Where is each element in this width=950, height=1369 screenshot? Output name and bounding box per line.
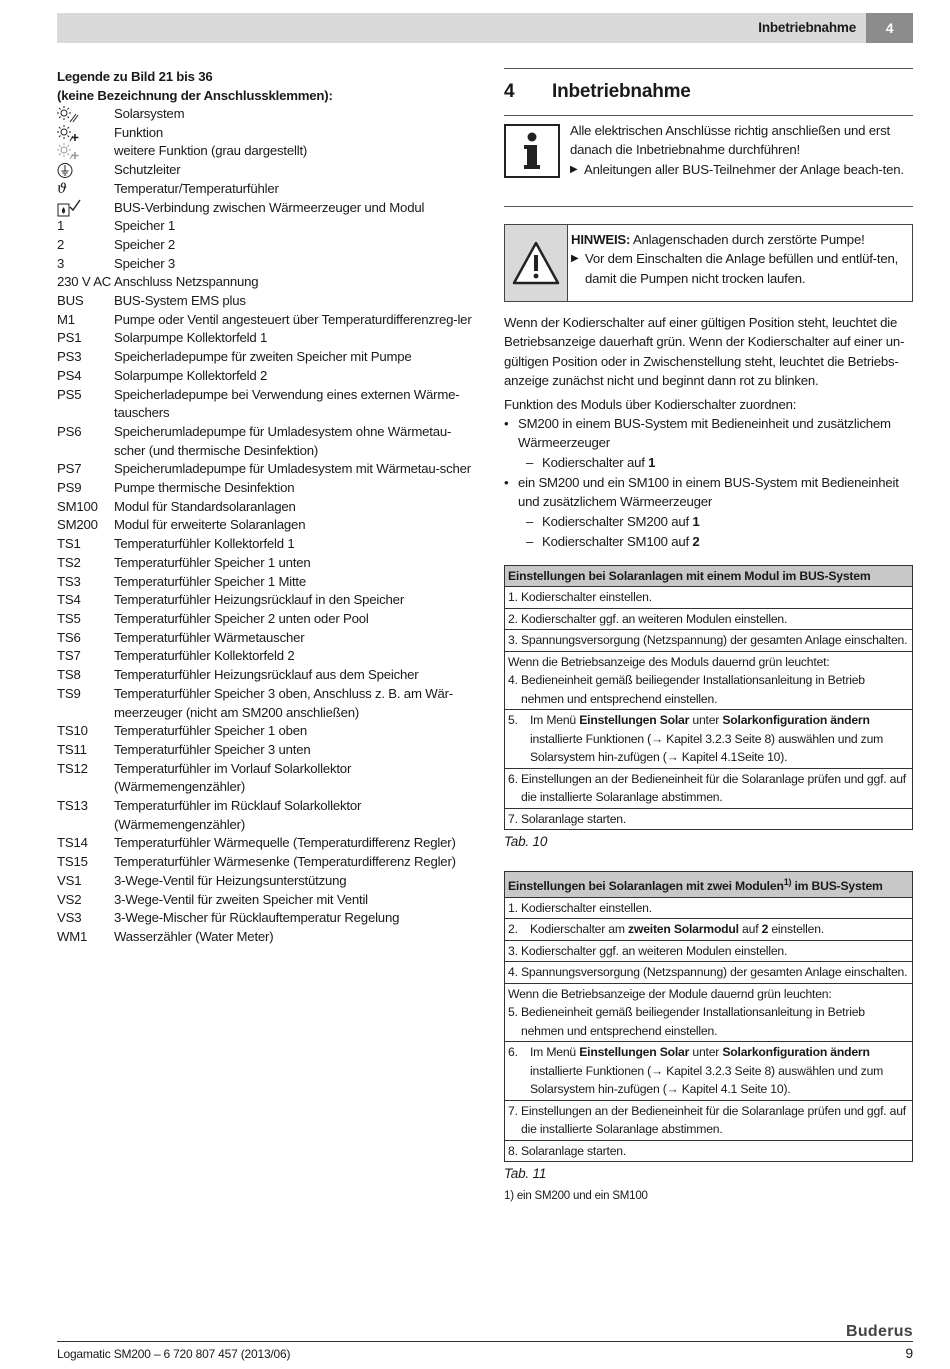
legend-row	[57, 329, 472, 348]
legend-term: PS4	[57, 367, 82, 383]
legend-term: TS3	[57, 573, 81, 589]
legend-row	[57, 797, 472, 834]
legend-term: PS9	[57, 480, 82, 496]
legend-row	[57, 554, 472, 573]
legend-row	[57, 610, 472, 629]
legend-term: SM200	[57, 517, 98, 533]
legend-row	[57, 647, 472, 666]
legend-description: Temperaturfühler Heizungsrücklauf aus dem Speicher	[114, 667, 419, 683]
legend-icon-row: Solarsystem	[57, 105, 472, 124]
legend-icon-row: Funktion	[57, 124, 472, 143]
legend-row	[57, 255, 472, 274]
list-item: – Kodierschalter SM200 auf 1	[526, 513, 700, 529]
legend-term: TS8	[57, 667, 81, 683]
legend-description: Speicher 3	[114, 255, 176, 271]
legend-description: Speicherumladepumpe für Umladesystem ohne Wärmetau-scher (und thermische Desinfektion)	[114, 423, 452, 458]
paragraph-assign-function: Funktion des Moduls über Kodierschalter zuordnen:	[504, 396, 797, 412]
legend-row	[57, 217, 472, 236]
table-header: Einstellungen bei Solaranlagen mit zwei Modulen$^{1)}$ im BUS-System	[505, 872, 913, 898]
legend-description: Pumpe thermische Desinfektion	[114, 480, 295, 496]
legend-icon-row: weitere Funktion (grau dargestellt)	[57, 142, 472, 161]
legend-term: TS10	[57, 723, 88, 739]
legend-description: 3-Wege-Mischer für Rücklauftemperatur Regelung	[114, 910, 400, 926]
legend-description: BUS-System EMS plus	[114, 293, 246, 309]
legend-term: TS7	[57, 648, 81, 664]
legend-row	[57, 685, 472, 722]
legend-description: Solarpumpe Kollektorfeld 2	[114, 367, 268, 383]
section-number: 4	[504, 81, 515, 102]
table-header: Einstellungen bei Solaranlagen mit einem Modul im BUS-System	[505, 565, 913, 587]
footnote: 1) ein SM200 und ein SM100	[504, 1190, 648, 1203]
legend-description: Temperaturfühler Heizungsrücklauf in den Speicher	[114, 592, 405, 608]
legend-term: TS2	[57, 554, 81, 570]
legend-description: Wasserzähler (Water Meter)	[114, 928, 274, 944]
legend-description: Temperaturfühler Kollektorfeld 1	[114, 536, 295, 552]
table-row	[505, 565, 913, 587]
legend-description: Temperaturfühler Wärmequelle (Temperaturdifferenz Regler)	[114, 835, 456, 851]
legend-row	[57, 573, 472, 592]
table-row	[505, 872, 913, 898]
legend-description: Pumpe oder Ventil angesteuert über Temperaturdifferenzreg-ler	[114, 311, 472, 327]
legend-row	[57, 760, 472, 797]
legend-description: Temperaturfühler im Vorlauf Solarkollektor (Wärmemengenzähler)	[114, 760, 352, 795]
main-content	[504, 68, 913, 1202]
legend-description: Speicherladepumpe für zweiten Speicher mit Pumpe	[114, 349, 412, 365]
legend-term: 230 V AC	[57, 274, 112, 290]
legend-row	[57, 386, 472, 423]
legend-term: VS1	[57, 872, 82, 888]
legend-row	[57, 460, 472, 479]
legend-description: Temperaturfühler Speicher 1 Mitte	[114, 573, 307, 589]
table-row: Wenn die Betriebsanzeige der Module dauernd grün leuchten: 5. Bedieneinheit gemäß beiliegender Installationsanleitung in Betrieb nehmen und entsprechend einstellen.	[505, 983, 913, 1042]
legend-term: TS5	[57, 610, 81, 626]
list-item: – Kodierschalter auf 1	[526, 454, 656, 470]
legend-row	[57, 423, 472, 460]
legend-description: Temperaturfühler Speicher 2 unten oder Pool	[114, 610, 369, 626]
legend-row	[57, 273, 472, 292]
legend-row	[57, 891, 472, 910]
legend-description: Speicherumladepumpe für Umladesystem mit Wärmetau-scher	[114, 461, 471, 477]
table-row: 6. Im Menü Einstellungen Solar unter Solarkonfiguration ändern installierte Funktionen (→ Kapitel 3.2.3 Seite 8) auswählen und zum Solarsystem hin-zufügen (→ Kapitel 4.1 Seite 10).	[505, 1042, 913, 1101]
legend-icon-row: BUS-Verbindung zwischen Wärmeerzeuger und Modul	[57, 199, 472, 218]
info-instruction: Anleitungen aller BUS-Teilnehmer der Anlage beach-ten.	[584, 161, 904, 177]
legend-term: VS3	[57, 910, 82, 926]
legend-row	[57, 591, 472, 610]
legend-term: M1	[57, 311, 75, 327]
document-id: Logamatic SM200 – 6 720 807 457 (2013/06)	[57, 1347, 291, 1361]
legend-term: PS3	[57, 349, 82, 365]
legend-term: TS1	[57, 536, 81, 552]
legend-term: VS2	[57, 891, 82, 907]
legend-description: Temperaturfühler Wärmesenke (Temperaturdifferenz Regler)	[114, 854, 456, 870]
legend-term: 2	[57, 236, 65, 252]
section-heading	[504, 69, 913, 115]
legend-term: TS6	[57, 629, 81, 645]
warning-instruction: Vor dem Einschalten die Anlage befüllen und entlüf-ten, damit die Pumpen nicht trocken laufen.	[585, 251, 899, 286]
legend-description: 3-Wege-Ventil für zweiten Speicher mit Ventil	[114, 891, 368, 907]
paragraph-status-led: Wenn der Kodierschalter auf einer gültigen Position steht, leuchtet die Betriebsanzeige dauerhaft grün. Wenn der Kodierschalter auf einer un-gültigen Position oder in Zwischenstellung steht, leuchtet die Betriebs-anzeige zunächst nicht und beginnt dann rot zu blinken.	[504, 315, 905, 389]
table-10	[504, 565, 913, 831]
list-item: • ein SM200 und ein SM100 in einem BUS-System mit Bedieneinheit und zusätzlichem Wärmeerzeuger	[504, 474, 899, 510]
warning-icon	[505, 225, 568, 301]
legend-row	[57, 928, 472, 947]
legend-description: Temperaturfühler Speicher 3 unten	[114, 741, 311, 757]
table-row: 5. Im Menü Einstellungen Solar unter Solarkonfiguration ändern installierte Funktionen (→ Kapitel 3.2.3 Seite 8) auswählen und zum Solarsystem hin-zufügen (→ Kapitel 4.1Seite 10).	[505, 710, 913, 769]
legend-row	[57, 479, 472, 498]
legend-term: TS9	[57, 685, 81, 701]
temperature-icon: ϑ	[57, 180, 67, 197]
table-row: 4. Spannungsversorgung (Netzspannung) der gesamten Anlage einschalten.	[505, 962, 913, 984]
legend-row	[57, 348, 472, 367]
legend-icon-row: Schutzleiter	[57, 161, 472, 180]
table-row: 7. Einstellungen an der Bedieneinheit für die Solaranlage prüfen und ggf. auf die installierte Solaranlage abstimmen.	[505, 1100, 913, 1140]
arrow-icon: ▶	[570, 163, 578, 175]
table-row: 6. Einstellungen an der Bedieneinheit für die Solaranlage prüfen und ggf. auf die installierte Solaranlage abstimmen.	[505, 768, 913, 808]
info-notice	[504, 121, 913, 203]
legend-description: Anschluss Netzspannung	[114, 274, 259, 290]
legend-row	[57, 311, 472, 330]
arrow-icon: ▶	[571, 253, 579, 265]
legend-row	[57, 853, 472, 872]
legend-description: Temperaturfühler Kollektorfeld 2	[114, 648, 295, 664]
legend-description: Speicherladepumpe bei Verwendung eines externen Wärme-tauschers	[114, 386, 460, 421]
list-item: • SM200 in einem BUS-System mit Bedieneinheit und zusätzlichem Wärmeerzeuger	[504, 416, 891, 451]
legend-term: TS12	[57, 760, 88, 776]
info-text: Alle elektrischen Anschlüsse richtig anschließen und erst danach die Inbetriebnahme durchführen!	[570, 123, 890, 158]
further-function-icon	[57, 142, 114, 161]
table-row: 8. Solaranlage starten.	[505, 1140, 913, 1162]
page-number: 9	[905, 1345, 913, 1361]
legend-description: Speicher 2	[114, 236, 176, 252]
legend-row	[57, 834, 472, 853]
legend-list	[57, 217, 472, 946]
legend-row	[57, 236, 472, 255]
legend-term: WM1	[57, 928, 88, 944]
table-row: 2. Kodierschalter ggf. an weiteren Modulen einstellen.	[505, 608, 913, 630]
legend-heading: Legende zu Bild 21 bis 36	[57, 69, 213, 84]
legend-row	[57, 872, 472, 891]
legend-row	[57, 535, 472, 554]
legend-description: 3-Wege-Ventil für Heizungsunterstützung	[114, 872, 347, 888]
chapter-number: 4	[866, 13, 913, 43]
legend-row	[57, 666, 472, 685]
page-header	[57, 13, 913, 43]
header-title: Inbetriebnahme	[758, 20, 856, 35]
table-row: 1. Kodierschalter einstellen.	[505, 587, 913, 609]
legend-description: Temperaturfühler im Rücklauf Solarkollektor (Wärmemengenzähler)	[114, 798, 362, 832]
legend-row	[57, 292, 472, 311]
table-caption: Tab. 10	[504, 834, 548, 850]
legend-term: PS5	[57, 386, 82, 402]
legend-term: SM100	[57, 498, 98, 514]
brand-logo: Buderus	[846, 1323, 913, 1340]
legend-description: Temperaturfühler Wärmetauscher	[114, 629, 305, 645]
legend	[57, 68, 472, 947]
protective-earth-icon	[57, 161, 114, 180]
warning-text: Anlagenschaden durch zerstörte Pumpe!	[630, 232, 865, 247]
table-row: 2. Kodierschalter am zweiten Solarmodul auf 2 einstellen.	[505, 919, 913, 941]
legend-description: Modul für Standardsolaranlagen	[114, 498, 296, 514]
legend-term: PS1	[57, 330, 82, 346]
bus-connection-icon	[57, 199, 114, 218]
legend-subheading: (keine Bezeichnung der Anschlussklemmen):	[57, 87, 333, 103]
legend-row	[57, 741, 472, 760]
legend-term: PS7	[57, 461, 82, 477]
assignment-list	[504, 414, 913, 552]
solar-system-icon	[57, 105, 114, 124]
legend-row	[57, 498, 472, 517]
legend-term: TS11	[57, 741, 87, 757]
legend-description: Temperaturfühler Speicher 1 unten	[114, 554, 311, 570]
legend-term: TS13	[57, 798, 88, 814]
legend-term: 3	[57, 255, 65, 271]
legend-description: Modul für erweiterte Solaranlagen	[114, 517, 306, 533]
legend-term: TS14	[57, 835, 88, 851]
section-title: Inbetriebnahme	[552, 81, 691, 102]
table-caption: Tab. 11	[504, 1166, 547, 1182]
warning-notice	[504, 224, 913, 302]
legend-term: PS6	[57, 423, 82, 439]
table-row: Wenn die Betriebsanzeige des Moduls dauernd grün leuchtet: 4. Bedieneinheit gemäß beiliegender Installationsanleitung in Betrieb nehmen und entsprechend einstellen.	[505, 651, 913, 710]
legend-row	[57, 909, 472, 928]
legend-row	[57, 629, 472, 648]
legend-description: Speicher 1	[114, 218, 176, 234]
legend-description: Solarpumpe Kollektorfeld 1	[114, 330, 268, 346]
table-row: 1. Kodierschalter einstellen.	[505, 897, 913, 919]
legend-term: 1	[57, 218, 65, 234]
legend-icon-row: ϑ Temperatur/Temperaturfühler	[57, 180, 279, 197]
info-icon	[504, 121, 570, 203]
legend-term: TS15	[57, 854, 88, 870]
legend-description: Temperaturfühler Speicher 1 oben	[114, 723, 307, 739]
legend-term: TS4	[57, 592, 81, 608]
legend-term: BUS	[57, 293, 84, 309]
table-row: 3. Spannungsversorgung (Netzspannung) der gesamten Anlage einschalten.	[505, 630, 913, 652]
warning-label: HINWEIS:	[571, 232, 631, 247]
table-row: 7. Solaranlage starten.	[505, 808, 913, 830]
legend-row	[57, 367, 472, 386]
legend-row	[57, 516, 472, 535]
legend-row	[57, 722, 472, 741]
list-item: – Kodierschalter SM100 auf 2	[526, 533, 700, 549]
table-row: 3. Kodierschalter ggf. an weiteren Modulen einstellen.	[505, 940, 913, 962]
legend-description: Temperaturfühler Speicher 3 oben, Anschluss z. B. am Wär-meerzeuger (nicht am SM200 anschließen)	[114, 685, 453, 720]
function-icon	[57, 124, 114, 143]
table-11	[504, 871, 913, 1162]
